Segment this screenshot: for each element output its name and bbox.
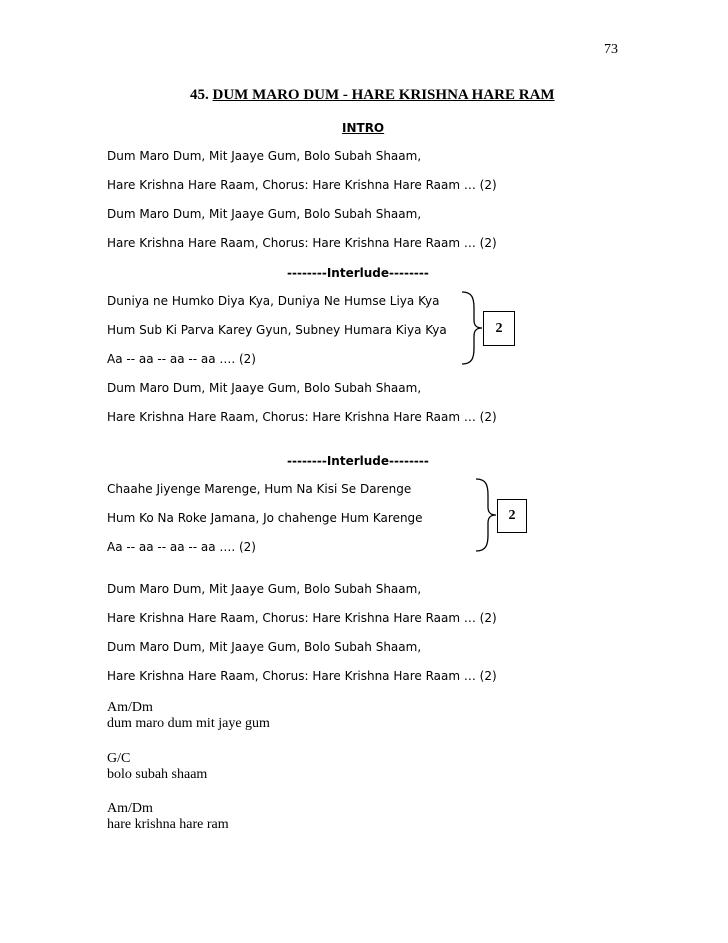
lyric-line: Dum Maro Dum, Mit Jaaye Gum, Bolo Subah Shaam, xyxy=(107,640,422,654)
repeat-count-box: 2 xyxy=(497,499,527,533)
interlude-heading: --------Interlude-------- xyxy=(287,454,429,468)
lyric-line: Hum Sub Ki Parva Karey Gyun, Subney Humara Kiya Kya xyxy=(107,323,447,337)
lyric-line: Aa -- aa -- aa -- aa …. (2) xyxy=(107,352,256,366)
lyric-line: Hare Krishna Hare Raam, Chorus: Hare Krishna Hare Raam … (2) xyxy=(107,611,497,625)
right-brace-icon xyxy=(460,290,484,366)
song-title xyxy=(190,87,555,104)
lyric-line: Dum Maro Dum, Mit Jaaye Gum, Bolo Subah Shaam, xyxy=(107,381,422,395)
lyric-line: Dum Maro Dum, Mit Jaaye Gum, Bolo Subah Shaam, xyxy=(107,149,422,163)
song-number: 45. xyxy=(190,87,209,103)
lyric-line: Dum Maro Dum, Mit Jaaye Gum, Bolo Subah Shaam, xyxy=(107,207,422,221)
page-number: 73 xyxy=(604,42,618,57)
chord-label: Am/Dm xyxy=(107,801,153,816)
chord-label: Am/Dm xyxy=(107,700,153,715)
chord-lyric: bolo subah shaam xyxy=(107,767,208,782)
lyric-line: Hare Krishna Hare Raam, Chorus: Hare Krishna Hare Raam … (2) xyxy=(107,178,497,192)
lyric-line: Aa -- aa -- aa -- aa …. (2) xyxy=(107,540,256,554)
lyric-line: Chaahe Jiyenge Marenge, Hum Na Kisi Se Darenge xyxy=(107,482,412,496)
lyric-line: Hare Krishna Hare Raam, Chorus: Hare Krishna Hare Raam … (2) xyxy=(107,410,497,424)
right-brace-icon xyxy=(474,477,498,553)
chord-lyric: dum maro dum mit jaye gum xyxy=(107,716,270,731)
chord-lyric: hare krishna hare ram xyxy=(107,817,229,832)
intro-heading: INTRO xyxy=(342,121,385,135)
song-title-text: DUM MARO DUM - HARE KRISHNA HARE RAM xyxy=(212,87,555,103)
lyric-line: Duniya ne Humko Diya Kya, Duniya Ne Humse Liya Kya xyxy=(107,294,440,308)
interlude-heading: --------Interlude-------- xyxy=(287,266,429,280)
chord-label: G/C xyxy=(107,751,131,766)
lyric-line: Hare Krishna Hare Raam, Chorus: Hare Krishna Hare Raam … (2) xyxy=(107,669,497,683)
lyric-line: Hare Krishna Hare Raam, Chorus: Hare Krishna Hare Raam … (2) xyxy=(107,236,497,250)
repeat-count-box: 2 xyxy=(483,311,515,346)
lyric-line: Hum Ko Na Roke Jamana, Jo chahenge Hum Karenge xyxy=(107,511,423,525)
lyric-line: Dum Maro Dum, Mit Jaaye Gum, Bolo Subah Shaam, xyxy=(107,582,422,596)
